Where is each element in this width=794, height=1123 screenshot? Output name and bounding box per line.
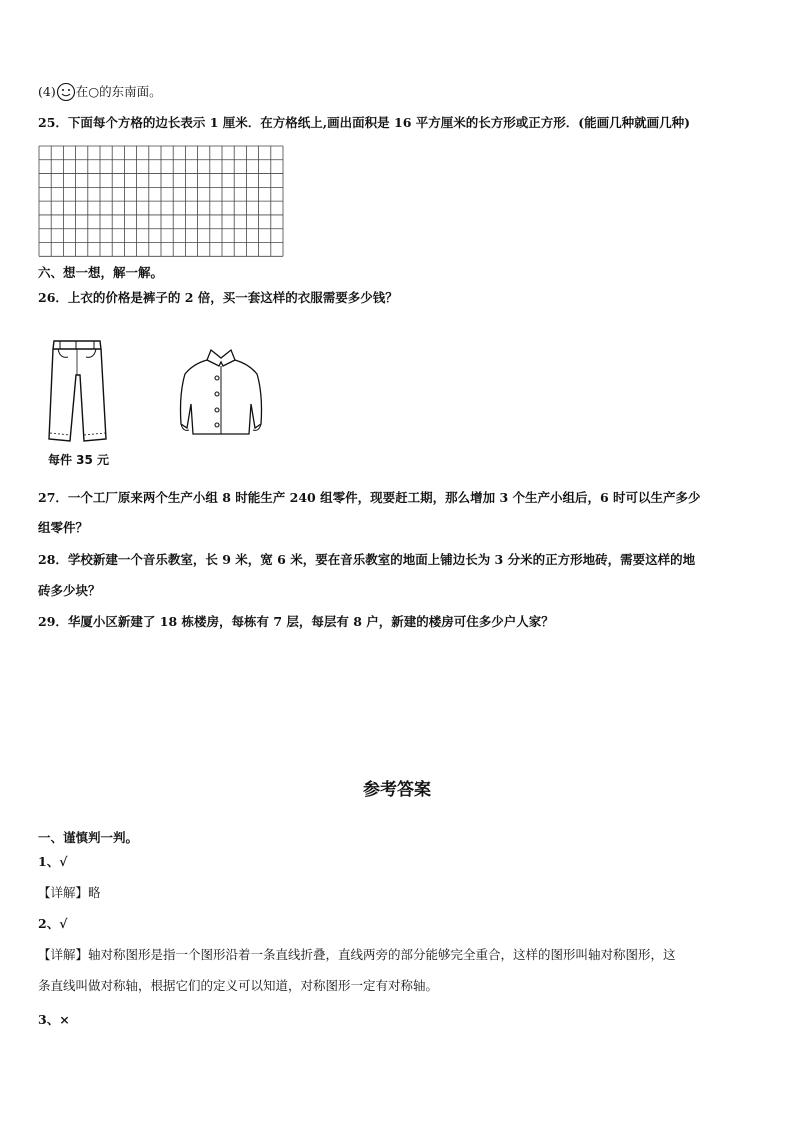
smiley-face-icon: [56, 82, 76, 107]
answer-2-detail-line1: 【详解】轴对称图形是指一个图形沿着一条直线折叠，直线两旁的部分能够完全重合，这样的图形叫轴对称图形，这: [38, 947, 676, 962]
answer-3: 3、×: [38, 1012, 70, 1027]
answer-2: 2、√: [38, 916, 68, 931]
q24-line: [38, 82, 162, 107]
section-6-heading: 六、想一想，解一解。: [38, 265, 164, 280]
q28-question-line2: 砖多少块？: [38, 583, 101, 598]
q27-question-line2: 组零件？: [38, 520, 89, 535]
q28-question-line1: 28．学校新建一个音乐教室，长 9 米，宽 6 米，要在音乐教室的地面上铺边长为 3 分米的正方形地砖，需要这样的地: [38, 552, 696, 567]
answer-1: 1、√: [38, 854, 68, 869]
pants-icon: [46, 335, 108, 451]
q24-prefix: (4): [38, 84, 56, 99]
answer-1-detail: 【详解】略: [38, 885, 101, 900]
q26-question: 26．上衣的价格是裤子的 2 倍，买一套这样的衣服需要多少钱？: [38, 290, 398, 305]
q27-question-line1: 27．一个工厂原来两个生产小组 8 时能生产 240 组零件，现要赶工期，那么增加 3 个生产小组后，6 时可以生产多少: [38, 490, 701, 505]
answers-section-1: 一、谨慎判一判。: [38, 830, 139, 845]
answer-2-detail-line2: 条直线叫做对称轴，根据它们的定义可以知道，对称图形一定有对称轴。: [38, 978, 439, 993]
shirt-icon: [175, 344, 267, 442]
q25-question: 25．下面每个方格的边长表示 1 厘米．在方格纸上,画出面积是 16 平方厘米的长方形或正方形．(能画几种就画几种): [38, 115, 691, 130]
pants-price-label: 每件 35 元: [48, 453, 110, 467]
q24-suffix: 在○的东南面。: [75, 84, 162, 99]
square-grid: [38, 145, 288, 261]
answers-title: 参考答案: [363, 780, 431, 800]
q29-question: 29．华厦小区新建了 18 栋楼房，每栋有 7 层，每层有 8 户，新建的楼房可住多少户人家？: [38, 614, 554, 629]
